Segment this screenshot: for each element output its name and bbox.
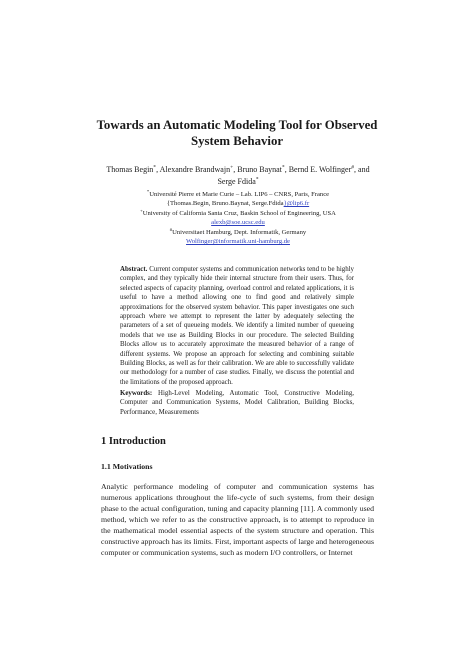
body-paragraph: Analytic performance modeling of computer and communication systems has numerous applications throughout the life-cycle of such systems, from their design phase to the actual configuration, tuning and capacity planning [11]. A commonly used method, which we refer to as the constructive approach, is to attempt to reproduce in the mathematical model essential aspects of the system structure and operation. This constructive approach has its limits. First, important aspects of large and heterogeneous computer or communication systems, such as modern I/O controllers, or Internet [101, 482, 374, 557]
email-link[interactable]: alexb@soe.ucsc.edu [211, 219, 265, 227]
affiliation-mark: + [140, 207, 143, 213]
author-separator: , [233, 165, 238, 174]
affiliation-line [110, 209, 366, 218]
email-link[interactable]: }@lip6.fr [283, 200, 310, 208]
author-separator: , [156, 165, 160, 174]
author-affiliation-mark: + [230, 164, 234, 171]
keywords-label: Keywords: [120, 390, 153, 397]
affiliation-line [110, 237, 366, 246]
author-name: Bernd E. Wolfinger [288, 165, 352, 174]
author-list [100, 164, 376, 187]
author-name: Serge Fdida [217, 176, 256, 186]
affiliation-block [110, 190, 366, 246]
affiliation-mark: * [146, 188, 150, 194]
keywords-text: High-Level Modeling, Automatic Tool, Constructive Modeling, Computer and Communication Systems, Model Calibration, Building Blocks, Performance, Measurements [120, 390, 354, 416]
keywords [120, 389, 354, 417]
abstract-text: Current computer systems and communication networks tend to be highly complex, and they typically hide their internal structure from their users. Thus, for selected aspects of capacity planning, overload control and related applications, it is useful to have a method allowing one to find good and relatively simple approximations for the observed system behavior. This paper investigates one such approach where we attempt to represent the latter by adequately selecting the parameters of a set of queueing models. We identify a limited number of queueing models that we use as Building Blocks in our procedure. The selected Building Blocks allow us to accurately approximate the measured behavior of a range of different systems. We propose an approach for selecting and combining suitable Building Blocks, as well as for their calibration. We are able to successfully validate our methodology for a number of case studies. Finally, we discuss the potential and the limitations of the proposed approach. [120, 266, 354, 386]
author-name: Thomas Begin [106, 165, 154, 174]
affiliation-text: University of California Santa Cruz, Baskin School of Engineering, USA [142, 209, 336, 217]
author-affiliation-mark: * [255, 175, 259, 182]
author-name: Bruno Baynat [237, 165, 282, 174]
affiliation-line [110, 190, 366, 199]
subsection-heading: 1.1 Motivations [101, 462, 153, 471]
paper-title: Towards an Automatic Modeling Tool for Observed System Behavior [96, 118, 378, 148]
section-heading: 1 Introduction [101, 436, 166, 447]
author-affiliation-mark: # [351, 164, 355, 171]
author-separator: , and [354, 165, 370, 174]
abstract [120, 265, 354, 387]
affiliation-line [110, 218, 366, 227]
author-separator: , [284, 165, 289, 174]
email-link[interactable]: Wolfinger@informatik.uni-hamburg.de [186, 238, 290, 246]
affiliation-line [110, 199, 366, 208]
author-affiliation-mark: * [281, 164, 285, 171]
abstract-label: Abstract. [120, 266, 148, 273]
email-prefix: {Thomas.Begin, Bruno.Baynat, Serge.Fdida [166, 200, 284, 208]
affiliation-text: Universitaet Hamburg, Dept. Informatik, Germany [172, 228, 307, 236]
author-name: Alexandre Brandwajn [159, 165, 231, 174]
author-affiliation-mark: * [153, 164, 157, 171]
affiliation-text: Université Pierre et Marie Curie – Lab. LIP6 – CNRS, Paris, France [149, 191, 330, 198]
affiliation-line [110, 228, 366, 237]
affiliation-mark: # [169, 226, 173, 232]
